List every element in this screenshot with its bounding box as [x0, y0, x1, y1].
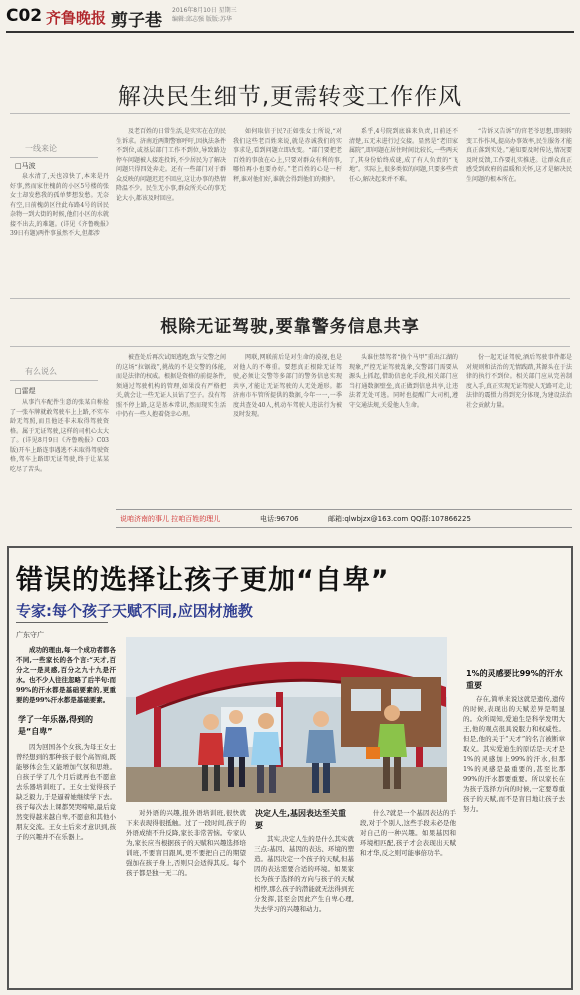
- article1-column-1: 泉水清了,天也凉快了,本来是丹好事,然而家住槐荫的小区5号楼的张女士却发愁我的孤单梦想发愁。无奈有空,日前槐荫区往此布路4号的居民杂物一到大街的时候,他们小区的水就接不出去,的难题。(详见《齐鲁晚报》39日有题)两件事虽然不大,但都涉: [10, 173, 109, 237]
- article1-title: 解决民生细节,更需转变工作作风: [117, 84, 463, 110]
- feature-column-1: 因为回国各个女孩,为母王女士曾经想到的那种孩子很个高智商,既能够体会生又能增加气氛和思维。自孩子学了几个月后就再也不愿意去乐器培训班了。王女士觉得孩子缺乏毅力,于是逼着她继续学下去。孩子每次去上课都哭哭啼啼,最后竟然变得越来越自卑,不愿意和其他小朋友交流。王女士后来才意识到,孩子的兴趣并不在乐器上。: [16, 743, 116, 841]
- page-number: C02: [6, 6, 43, 26]
- issue-editor: 编辑:邱志强 版版:苏华: [172, 16, 232, 23]
- school-children-photo: [126, 637, 447, 802]
- feature-headline: 错误的选择让孩子更加“自卑”: [16, 565, 390, 596]
- feature-column-3: 其实,决定人生的是什么其实就三点:基因、基因的表达、环境的塑造。基因决定一个孩子的天赋,但基因的表达需要合适的环境。如果家长为孩子选择的方向与孩子的天赋相悖,那么孩子的潜能就无法得到充分发挥,甚至会因此产生自卑心理,失去学习的兴趣和动力。: [254, 835, 354, 913]
- feature-caption-2: 决定人生,基因表达至关重要: [255, 809, 347, 830]
- header-rule: [6, 31, 574, 33]
- article2-author: □雷煜: [15, 387, 36, 395]
- issue-date: 2016年8月10日 星期三: [172, 7, 237, 14]
- feature-column-4: 什么?就是一个基因表达的手段,对于个别人,这些手段未必是他对自己的一种兴趣。如果基因和环境相匹配,孩子才会表现出天赋和才华,反之则可能事倍功半。: [360, 809, 456, 857]
- sidebar-title: 一线来论: [25, 144, 57, 153]
- article2-column-2: 被查处后再次试图逃跑,致与交警之间的这场“拉锯战”,挑战的不是交警的体能,而是法律的权威。根据是资格的前提条件,须通过驾驶机构的管理,如果没有严格把关,就会让一些无证人员钻了空子。没有驾照不停上路,这是基本常识,然而现实生活中仍有一些人抱着侥幸心理。: [116, 354, 226, 418]
- page-header: [0, 0, 580, 40]
- article1-column-4: 系乎,4号院到底谁来负责,目前还不清楚,五无未进行过交接。显然是“老旧家属院”,即问题在居住时间比较长,一些两天了,其身份始终成谜,成了有人负责的“飞地”。实际上,很多类似的问题,只要多些责任心,解决起来并不难。: [349, 128, 458, 183]
- article1-column-3: 如何取信于民?正如张女士所说,“对我们这些老百姓来说,就是赤诚我们的实事求是,看到问题立即改变。“部门要把老百姓的事放在心上,只要对群众有利的事,哪怕再小也要办好。”老百姓的心是一杆秤,谁对他们好,谁就会得到他们的拥护。: [233, 128, 342, 183]
- divider: [10, 380, 98, 381]
- banner-email: 邮箱:qlwbjzx@163.com QQ群:107866225: [328, 515, 471, 523]
- article2-column-4: 头谁住禁驾者“换个马甲”重出江湖的现象,严控无证驾驶乱象,交警部门需要从源头上抓起,借助信息化手段,相关部门应当打通数据壁垒,真正做到信息共享,让违法者无处可逃。同时也提醒广大司机,遵守交通法规,关爱他人生命。: [349, 354, 458, 409]
- issue-meta: [172, 6, 292, 24]
- feature-column-2: 对外语的兴趣,报外语培训班,很快就下来表现得很抵触。过了一段时间,孩子的外语成绩不升反降,家长非常苦恼。专家认为,家长应当根据孩子的天赋和兴趣选择培训班,不要盲目跟风,更不要把自己的期望强加在孩子身上,否则只会适得其反。每个孩子都是独一无二的。: [126, 809, 246, 877]
- feature-lead: 成功的理由,每一个成功者都各不同,一些家长的各个言:“天才,百分之一是灵感,百分之九十九是汗水。也不少人往往忽略了后半句:而99%的汗水都是基础要素的,更重要的是99%汗水都是基础要素。: [16, 646, 116, 704]
- feature-byline: 广东守广: [16, 631, 44, 639]
- article2-title: 根除无证驾驶,要靠警务信息共享: [160, 317, 420, 337]
- feature-column-5: 存在,简单来说这就是遗传,遗传的时候,表现出的天赋差异是明显的。众所周知,爱迪生是科学发明大王,他的观点很具说服力和权威性。但是,他的关于“天才”的名言被断章取义。其实爱迪生的原话是:天才是1%的灵感加上99%的汗水,但那1%的灵感是最重要的,甚至比那99%的汗水都要重要。所以家长在为孩子选择方向的时候,一定要尊重孩子的天赋,而不是盲目地让孩子去努力。: [463, 695, 565, 813]
- feature-subhead: 专家:每个孩子天赋不同,应因材施教: [16, 602, 253, 620]
- article2-column-5: 份一起无证驾驶,酒后驾驶事件都是对规则和法治的无情践踏,其源头在于法律的执行不到位。相关部门应从完善制度入手,真正实现无证驾驶人无路可走,让法律的震慑力得到充分体现,为建设法治社会贡献力量。: [466, 354, 572, 409]
- divider: [16, 622, 108, 623]
- divider: [116, 509, 572, 510]
- contact-banner: [120, 514, 570, 524]
- section-title: 剪子巷: [111, 11, 162, 31]
- banner-slogan: 说咱济南的事儿 拉咱百姓的理儿: [120, 515, 221, 523]
- divider: [10, 346, 570, 347]
- feature-caption-1: 学了一年乐器,得到的是“自卑”: [18, 715, 94, 736]
- divider: [116, 527, 572, 528]
- divider: [10, 157, 98, 158]
- divider: [10, 113, 570, 114]
- article1-author: □马波: [15, 162, 36, 170]
- banner-phone: 电话:96706: [260, 515, 299, 523]
- article2-column-3: 网联,网联前后是对生命的漠视,也是对他人的不尊重。要想真正根除无证驾驶,必须让交警等多部门的警务信息实现共享,才能让无证驾驶的人无处遁形。都济南市车管所提供的数据,今年一一,一季度共查处40人,机动车驾驶人违法行为被及时发现。: [233, 354, 342, 418]
- newspaper-logo: 齐鲁晚报: [46, 9, 107, 27]
- article2-column-1: 从事汽车配件生意的张某自称捡了一张车牌就敢驾驶车上上路,不实车龄无驾照,而且他还非未取得驾驶资格。属于无证驾驶,这样的司机心太大了。(详见8月9日《齐鲁晚报》C03版)开车上路连事遇逃不未取得驾驶资格,驾车上路即无证驾驶,终于让某某吃尽了苦头。: [10, 399, 109, 473]
- feature-column-5-intro: [463, 637, 565, 651]
- article1-column-5: “告诉又告诉”的官老爷思想,即刻转变工作作风,提高办事效率,民生服务才能真正落到实处。”通知要及时传达,情况要及时反馈,工作要扎实推进。让群众真正感受到政府的温暖和关怀,这才是解决民生问题的根本所在。: [466, 128, 572, 183]
- divider: [10, 298, 570, 299]
- feature-caption-3: 1%的灵感要比99%的汗水重要: [466, 669, 563, 690]
- banner-qq: QQ群:107866225: [410, 515, 471, 523]
- article1-column-2: 及老百姓的日常生活,是实实在在的民生诉求。济南近两期警察呼吁,因执法条件不到位,或基层部门工作不到位,导致路边停车问题被人接连投诉,不少居民为了解决问题只得四处奔走。还有一些部门对于群众反映的问题迟迟不回应,这让办事的热情降温不少。民生无小事,群众所关心的事无论大小,都该及时回应。: [116, 128, 226, 202]
- photo-illustration: [126, 637, 447, 802]
- sidebar-title: 有么说么: [25, 367, 57, 376]
